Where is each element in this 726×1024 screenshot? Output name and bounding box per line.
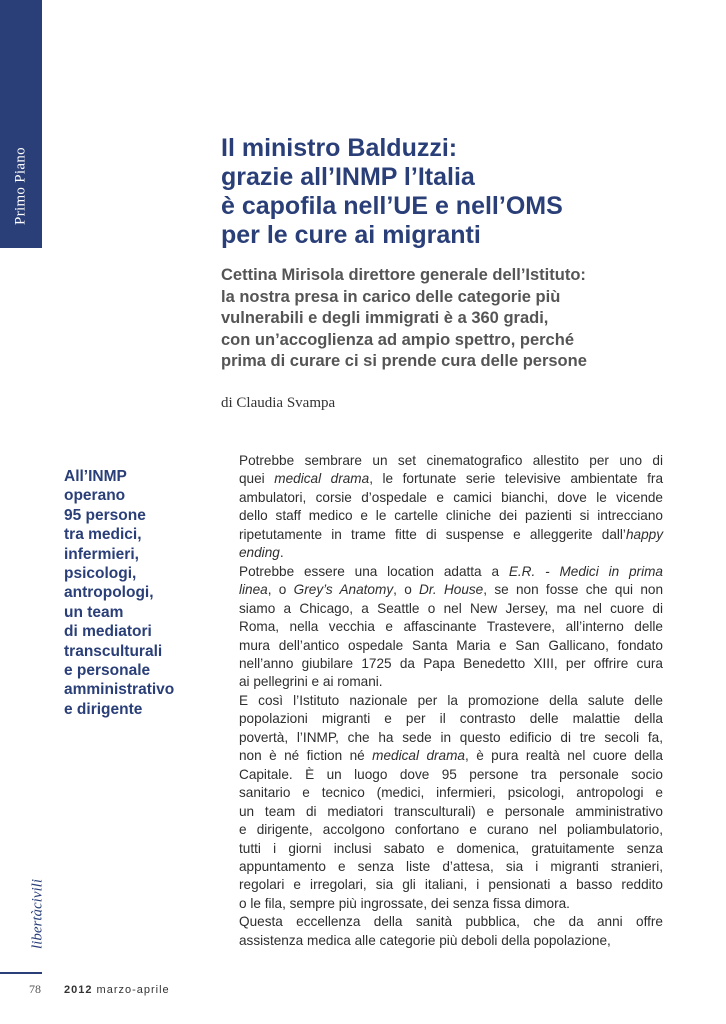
body-line: Potrebbe sembrare un set cinematografico allestito per uno di — [239, 453, 663, 468]
subtitle-line: con un’accoglienza ad ampio spettro, perché — [221, 330, 574, 349]
pullquote-line: tra medici, — [64, 526, 142, 544]
pullquote-line: antropologi, — [64, 584, 154, 602]
issue-date — [64, 984, 170, 996]
pullquote-line: 95 persone — [64, 506, 146, 524]
article-title — [221, 134, 691, 250]
pullquote-line: di mediatori — [64, 623, 152, 641]
body-line: siamo a Chicago, a Seattle o nel New Jersey, ma nel cuore di — [239, 600, 663, 616]
body-line: popolazioni migranti e per il contrasto delle malattie della — [239, 711, 663, 727]
article-subtitle — [221, 265, 691, 373]
body-line: mura dell’antico ospedale Santa Maria e San Gallicano, fondato — [239, 637, 663, 653]
body-line: ambulatori, corsie d’ospedale e camici bianchi, dove le vicende — [239, 489, 663, 505]
italic-title: happy — [625, 526, 663, 542]
section-label: Primo Piano — [12, 147, 29, 225]
footer-rule — [0, 972, 42, 974]
pullquote-line: psicologi, — [64, 565, 137, 583]
body-line: regolari e irregolari, sia gli italiani, i pensionati a basso reddito — [239, 877, 663, 893]
subtitle-line: Cettina Mirisola direttore generale dell’Istituto: — [221, 266, 586, 284]
body-line: Roma, nella vecchia e affascinante Trastevere, all’interno delle — [239, 619, 663, 635]
pullquote-line: amministrativo — [64, 681, 175, 699]
issue-year: 2012 — [64, 984, 93, 996]
title-line: Il ministro Balduzzi: — [221, 134, 458, 162]
text-run: ripetutamente in trame fitte di suspense e alleggerite dall’ — [239, 526, 626, 542]
subtitle-line: prima di curare ci si prende cura delle persone — [221, 352, 587, 370]
body-line: assistenza medica alle categorie più deboli della popolazione, — [239, 932, 611, 948]
body-line — [219, 526, 663, 544]
magazine-name: libertàcivili — [29, 879, 46, 949]
body-line — [219, 470, 663, 488]
text-run: , o — [267, 582, 294, 598]
body-paragraph — [219, 452, 663, 563]
body-line: un team di mediatori transculturali) e personale amministrativo — [239, 803, 663, 819]
body-line — [219, 581, 663, 599]
body-line: ai pellegrini e ai romani. — [239, 674, 383, 690]
text-run: , è pura realtà nel cuore della — [464, 748, 663, 764]
body-line — [219, 747, 663, 765]
body-line: Capitale. È un luogo dove 95 persone tra personale socio — [239, 766, 663, 782]
body-line: o le fila, sempre più ingrossate, dei senza fissa dimora. — [239, 895, 570, 911]
body-line: Questa eccellenza della sanità pubblica, che da anni offre — [239, 914, 663, 930]
italic-title: E.R. - Medici in prima — [508, 563, 663, 579]
body-line: nell’anno giubilare 1725 da Papa Benedetto XIII, per offrire cura — [239, 655, 663, 671]
italic-title: ending — [239, 545, 280, 561]
text-run: , le fortunate serie televisive ambientate fra — [369, 471, 664, 487]
italic-title: Grey’s Anatomy — [293, 582, 394, 598]
pullquote-line: All’INMP — [64, 468, 127, 485]
subtitle-line: vulnerabili e degli immigrati è a 360 gradi, — [221, 309, 549, 327]
body-line: E così l’Istituto nazionale per la promozione della salute delle — [239, 692, 663, 708]
article-body — [219, 452, 663, 950]
body-line: povertà, l’INMP, che ha sede in questo edificio di tre secoli fa, — [239, 729, 663, 745]
pullquote-line: e personale — [64, 662, 151, 680]
body-paragraph — [219, 913, 663, 950]
pullquote-line: infermieri, — [64, 545, 139, 563]
title-line: è capofila nell’UE e nell’OMS — [221, 192, 563, 220]
text-run: , se non fosse che qui non — [483, 582, 664, 598]
subtitle-line: la nostra presa in carico delle categorie più — [221, 287, 561, 306]
body-line — [219, 563, 663, 581]
body-line: appuntamento e senza liste d’attesa, sia i migranti stranieri, — [239, 858, 663, 874]
text-run: . — [279, 545, 284, 561]
italic-title: medical drama — [274, 471, 370, 487]
italic-title: Dr. House — [419, 582, 484, 598]
issue-months: marzo-aprile — [96, 984, 170, 996]
title-line: grazie all’INMP l’Italia — [221, 163, 475, 191]
body-paragraph — [219, 563, 663, 692]
body-line: sanitario e tecnico (medici, infermieri, psicologi, antropologi e — [239, 785, 663, 801]
pullquote-line: e dirigente — [64, 700, 143, 718]
byline: di Claudia Svampa — [221, 395, 336, 411]
pullquote-line: transculturali — [64, 642, 163, 660]
italic-title: medical drama — [372, 748, 465, 764]
pullquote-line: un team — [64, 603, 124, 621]
text-run: , o — [393, 582, 420, 598]
title-line: per le cure ai migranti — [221, 221, 481, 249]
text-run: non è né fiction né — [239, 748, 373, 764]
page-number: 78 — [29, 982, 41, 996]
text-run: quei — [239, 471, 275, 487]
body-paragraph — [219, 692, 663, 913]
body-line: e dirigente, accolgono confortano e curano nel poliambulatorio, — [239, 822, 663, 838]
pull-quote — [64, 467, 214, 719]
text-run: Potrebbe essere una location adatta a — [239, 563, 509, 579]
body-line: dello staff medico e le cartelle cliniche dei pazienti si intrecciano — [239, 508, 663, 524]
body-line: tutti i giorni inclusi sabato e domenica, gratuitamente senza — [239, 840, 663, 856]
italic-title: linea — [239, 582, 268, 598]
pullquote-line: operano — [64, 487, 126, 505]
section-tab — [0, 0, 42, 248]
body-line — [219, 544, 663, 562]
